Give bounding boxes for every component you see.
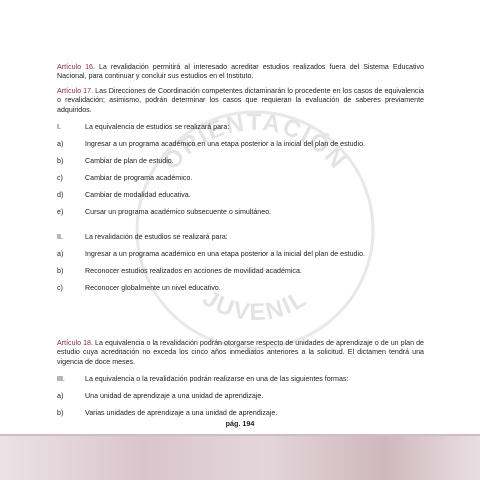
article-17-text: Las Direcciones de Coordinación competentes dictaminarán lo procedente en los casos de equivalencia o revalidación; asimismo, podrán determinar los casos que requieran la evaluación de saberes previamente adquiridos. — [57, 86, 424, 114]
list-item: b) Cambiar de plan de estudio. — [57, 157, 174, 166]
document-body — [57, 63, 424, 426]
svg-text:ORIENTACIÓN: ORIENTACIÓN — [158, 108, 353, 175]
list-item: a) Una unidad de aprendizaje a una unidad de aprendizaje. — [57, 392, 264, 401]
list-item: b) Reconocer estudios realizados en acciones de movilidad académica. — [57, 267, 302, 276]
list-item: e) Cursar un programa académico subsecuente o simultáneo. — [57, 208, 272, 217]
list-item: III. La equivalencia o la revalidación podrán realizarse en una de las siguientes formas: — [57, 375, 349, 384]
list-item: c) Reconocer globalmente un nivel educativo. — [57, 284, 221, 293]
svg-text:JUVENIL: JUVENIL — [197, 284, 313, 327]
list-item: I. La equivalencia de estudios se realizará para: — [57, 123, 230, 132]
page-number: pág. 194 — [225, 419, 255, 428]
list-item: c) Cambiar de programa académico. — [57, 174, 193, 183]
footer-band-edge — [0, 434, 480, 436]
list-item: d) Cambiar de modalidad educativa. — [57, 191, 191, 200]
list-item: b) Varias unidades de aprendizaje a una unidad de aprendizaje. — [57, 409, 278, 418]
article-18-label: Artículo 18. — [57, 339, 93, 348]
article-17-paragraph — [57, 87, 424, 115]
article-18-paragraph — [57, 339, 424, 367]
article-16-label: Artículo 16. — [57, 63, 95, 71]
footer-band — [0, 434, 480, 480]
article-17-label: Artículo 17. — [57, 86, 94, 95]
list-item: a) Ingresar a un programa académico en una etapa posterior a la inicial del plan de estudio. — [57, 140, 365, 149]
article-16-paragraph — [57, 63, 424, 82]
list-item: a) Ingresar a un programa académico en una etapa posterior a la inicial del plan de estudio. — [57, 250, 365, 259]
list-item: II. La revalidación de estudios se realizará para: — [57, 233, 228, 242]
article-18-text: La equivalencia o la revalidación podrán otorgarse respecto de unidades de aprendizaje o de un plan de estudio cuya acreditación no exceda los cinco años inmediatos anteriores a la solicitud. El dictamen tendrá una vigencia de doce meses. — [57, 339, 424, 366]
article-16-text: La revalidación permitirá al interesado acreditar estudios realizados fuera del Sistema Educativo Nacional, para continuar y concluir sus estudios en el Instituto. — [57, 63, 424, 81]
